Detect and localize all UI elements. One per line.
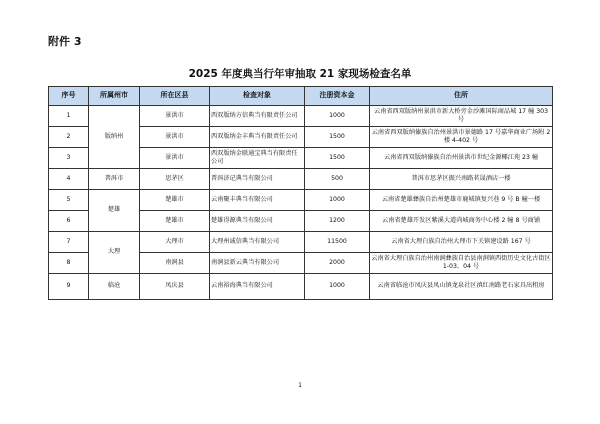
- cell-city: 普洱市: [89, 169, 140, 190]
- cell-no: 9: [49, 274, 89, 300]
- cell-county: 思茅区: [140, 169, 210, 190]
- cell-target: 南涧县新云典当有限公司: [210, 253, 305, 274]
- cell-city: 大理: [89, 232, 140, 274]
- cell-county: 楚雄市: [140, 190, 210, 211]
- table-row: [49, 190, 553, 211]
- cell-address: 普洱市思茅区振兴南路茗晟酒店一楼: [370, 169, 553, 190]
- cell-address: 云南省大理白族自治州大理市下关镇建设路 167 号: [370, 232, 553, 253]
- header-address: 住所: [370, 87, 553, 106]
- cell-address: 云南省大理白族自治州南涧彝族自治县南涧镇西街历史文化古街区 1-03、04 号: [370, 253, 553, 274]
- table-header-row: [49, 87, 553, 106]
- cell-capital: 1000: [305, 106, 370, 127]
- cell-no: 6: [49, 211, 89, 232]
- cell-capital: 1500: [305, 127, 370, 148]
- cell-capital: 1500: [305, 148, 370, 169]
- page-number: 1: [298, 382, 302, 389]
- attachment-label: 附件 3: [48, 35, 82, 48]
- cell-address: 云南省西双版纳傣族自治州景洪市景德路 17 号嘉华商业广场附 2 楼 4-402 号: [370, 127, 553, 148]
- cell-address: 云南省临沧市凤庆县凤山镇龙泉社区滇红南路老石家具出租房: [370, 274, 553, 300]
- cell-no: 7: [49, 232, 89, 253]
- inspection-table: [48, 86, 553, 300]
- header-target: 检查对象: [210, 87, 305, 106]
- cell-address: 云南省楚雄开发区紫溪大道尚城商务中心楼 2 幢 8 号商铺: [370, 211, 553, 232]
- header-no: 序号: [49, 87, 89, 106]
- cell-county: 南涧县: [140, 253, 210, 274]
- table-row: [49, 106, 553, 127]
- cell-county: 景洪市: [140, 148, 210, 169]
- header-city: 所属州市: [89, 87, 140, 106]
- cell-address: 云南省西双版纳州景洪市新大桥旁金沙滩国际商品城 17 幢 303 号: [370, 106, 553, 127]
- cell-city: 版纳州: [89, 106, 140, 169]
- cell-no: 3: [49, 148, 89, 169]
- cell-no: 2: [49, 127, 89, 148]
- header-county: 所在区县: [140, 87, 210, 106]
- cell-target: 普洱济记典当有限公司: [210, 169, 305, 190]
- cell-city: 楚雄: [89, 190, 140, 232]
- cell-no: 8: [49, 253, 89, 274]
- cell-capital: 1000: [305, 274, 370, 300]
- cell-capital: 2000: [305, 253, 370, 274]
- cell-no: 1: [49, 106, 89, 127]
- cell-county: 景洪市: [140, 106, 210, 127]
- cell-target: 西双版纳方信典当有限责任公司: [210, 106, 305, 127]
- cell-county: 大理市: [140, 232, 210, 253]
- table-row: [49, 232, 553, 253]
- cell-target: 云南裕海典当有限公司: [210, 274, 305, 300]
- header-capital: 注册资本金: [305, 87, 370, 106]
- cell-target: 西双版纳金丰典当有限责任公司: [210, 127, 305, 148]
- document-title: 2025 年度典当行年审抽取 21 家现场检查名单: [188, 68, 412, 80]
- cell-target: 楚雄得源典当有限公司: [210, 211, 305, 232]
- cell-target: 云南聚丰典当有限公司: [210, 190, 305, 211]
- cell-capital: 11500: [305, 232, 370, 253]
- cell-capital: 1000: [305, 190, 370, 211]
- cell-no: 4: [49, 169, 89, 190]
- cell-city: 临沧: [89, 274, 140, 300]
- cell-address: 云南省西双版纳傣族自治州景洪市世纪金源椰江苑 23 幢: [370, 148, 553, 169]
- cell-county: 景洪市: [140, 127, 210, 148]
- cell-address: 云南省楚雄彝族自治州楚雄市鹿城镇复兴巷 9 号 B 幢一楼: [370, 190, 553, 211]
- cell-no: 5: [49, 190, 89, 211]
- cell-target: 西双版纳金联通宝典当有限责任公司: [210, 148, 305, 169]
- cell-target: 大理州诚信典当有限公司: [210, 232, 305, 253]
- cell-capital: 1200: [305, 211, 370, 232]
- cell-county: 凤庆县: [140, 274, 210, 300]
- table-row: [49, 274, 553, 300]
- table-row: [49, 169, 553, 190]
- cell-capital: 500: [305, 169, 370, 190]
- cell-county: 楚雄市: [140, 211, 210, 232]
